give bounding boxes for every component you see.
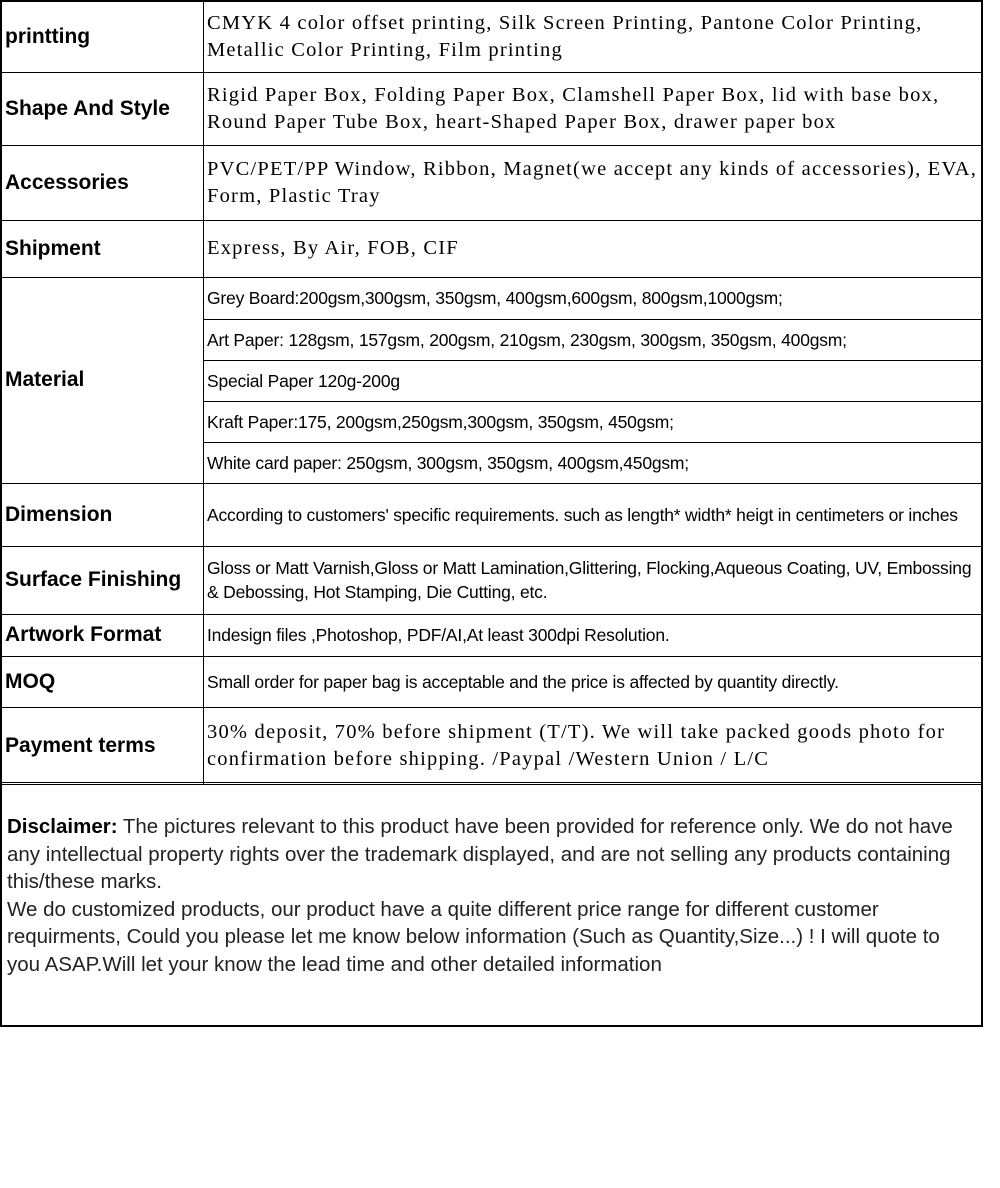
row-value: Gloss or Matt Varnish,Gloss or Matt Lamination,Glittering, Flocking,Aqueous Coating, UV, Embossing & Debossing, Hot Stamping, Die Cutting, etc. <box>204 546 984 614</box>
row-label: Payment terms <box>2 707 204 784</box>
row-value: Small order for paper bag is acceptable and the price is affected by quantity directly. <box>204 656 984 707</box>
row-label: Artwork Format <box>2 614 204 656</box>
row-label: Surface Finishing <box>2 546 204 614</box>
table-row <box>2 145 983 220</box>
row-value: CMYK 4 color offset printing, Silk Screen Printing, Pantone Color Printing, Metallic Color Printing, Film printing <box>204 2 984 72</box>
row-label: MOQ <box>2 656 204 707</box>
row-value: 30% deposit, 70% before shipment (T/T). We will take packed goods photo for confirmation before shipping. /Paypal /Western Union / L/C <box>204 707 984 784</box>
row-value: PVC/PET/PP Window, Ribbon, Magnet(we accept any kinds of accessories), EVA, Form, Plastic Tray <box>204 145 984 220</box>
table-row <box>2 614 983 656</box>
disclaimer-text: The pictures relevant to this product have been provided for reference only. We do not have any intellectual property rights over the trademark displayed, and are not selling any products containing this/these marks. <box>7 815 953 893</box>
table-row <box>2 707 983 784</box>
row-value: Rigid Paper Box, Folding Paper Box, Clamshell Paper Box, lid with base box, Round Paper Tube Box, heart-Shaped Paper Box, drawer paper box <box>204 72 984 145</box>
row-value: Indesign files ,Photoshop, PDF/AI,At least 300dpi Resolution. <box>204 614 984 656</box>
table-row <box>2 220 983 277</box>
material-item: Art Paper: 128gsm, 157gsm, 200gsm, 210gsm, 230gsm, 300gsm, 350gsm, 400gsm; <box>204 319 984 360</box>
customization-note: We do customized products, our product have a quite different price range for different customer requirments, Could you please let me know below information (Such as Quantity,Size...) ! I will quote to you ASAP.Will let your know the lead time and other detailed information <box>7 897 940 976</box>
material-label: Material <box>2 277 204 483</box>
row-label: Dimension <box>2 483 204 546</box>
disclaimer-heading: Disclaimer: <box>7 815 118 838</box>
table-row <box>2 656 983 707</box>
row-label: printting <box>2 2 204 72</box>
table-row <box>2 546 983 614</box>
material-item: Kraft Paper:175, 200gsm,250gsm,300gsm, 350gsm, 450gsm; <box>204 401 984 442</box>
table-row <box>2 483 983 546</box>
disclaimer-block <box>2 782 983 1027</box>
disclaimer-paragraph <box>7 813 977 896</box>
table-row <box>2 277 983 319</box>
row-value: According to customers' specific requirements. such as length* width* heigt in centimeters or inches <box>204 483 984 546</box>
spec-table <box>2 2 983 785</box>
table-row <box>2 2 983 72</box>
row-value: Express, By Air, FOB, CIF <box>204 220 984 277</box>
material-item: White card paper: 250gsm, 300gsm, 350gsm, 400gsm,450gsm; <box>204 442 984 483</box>
row-label: Shipment <box>2 220 204 277</box>
row-label: Shape And Style <box>2 72 204 145</box>
table-row <box>2 72 983 145</box>
material-item: Special Paper 120g-200g <box>204 360 984 401</box>
row-label: Accessories <box>2 145 204 220</box>
material-item: Grey Board:200gsm,300gsm, 350gsm, 400gsm,600gsm, 800gsm,1000gsm; <box>204 277 984 319</box>
